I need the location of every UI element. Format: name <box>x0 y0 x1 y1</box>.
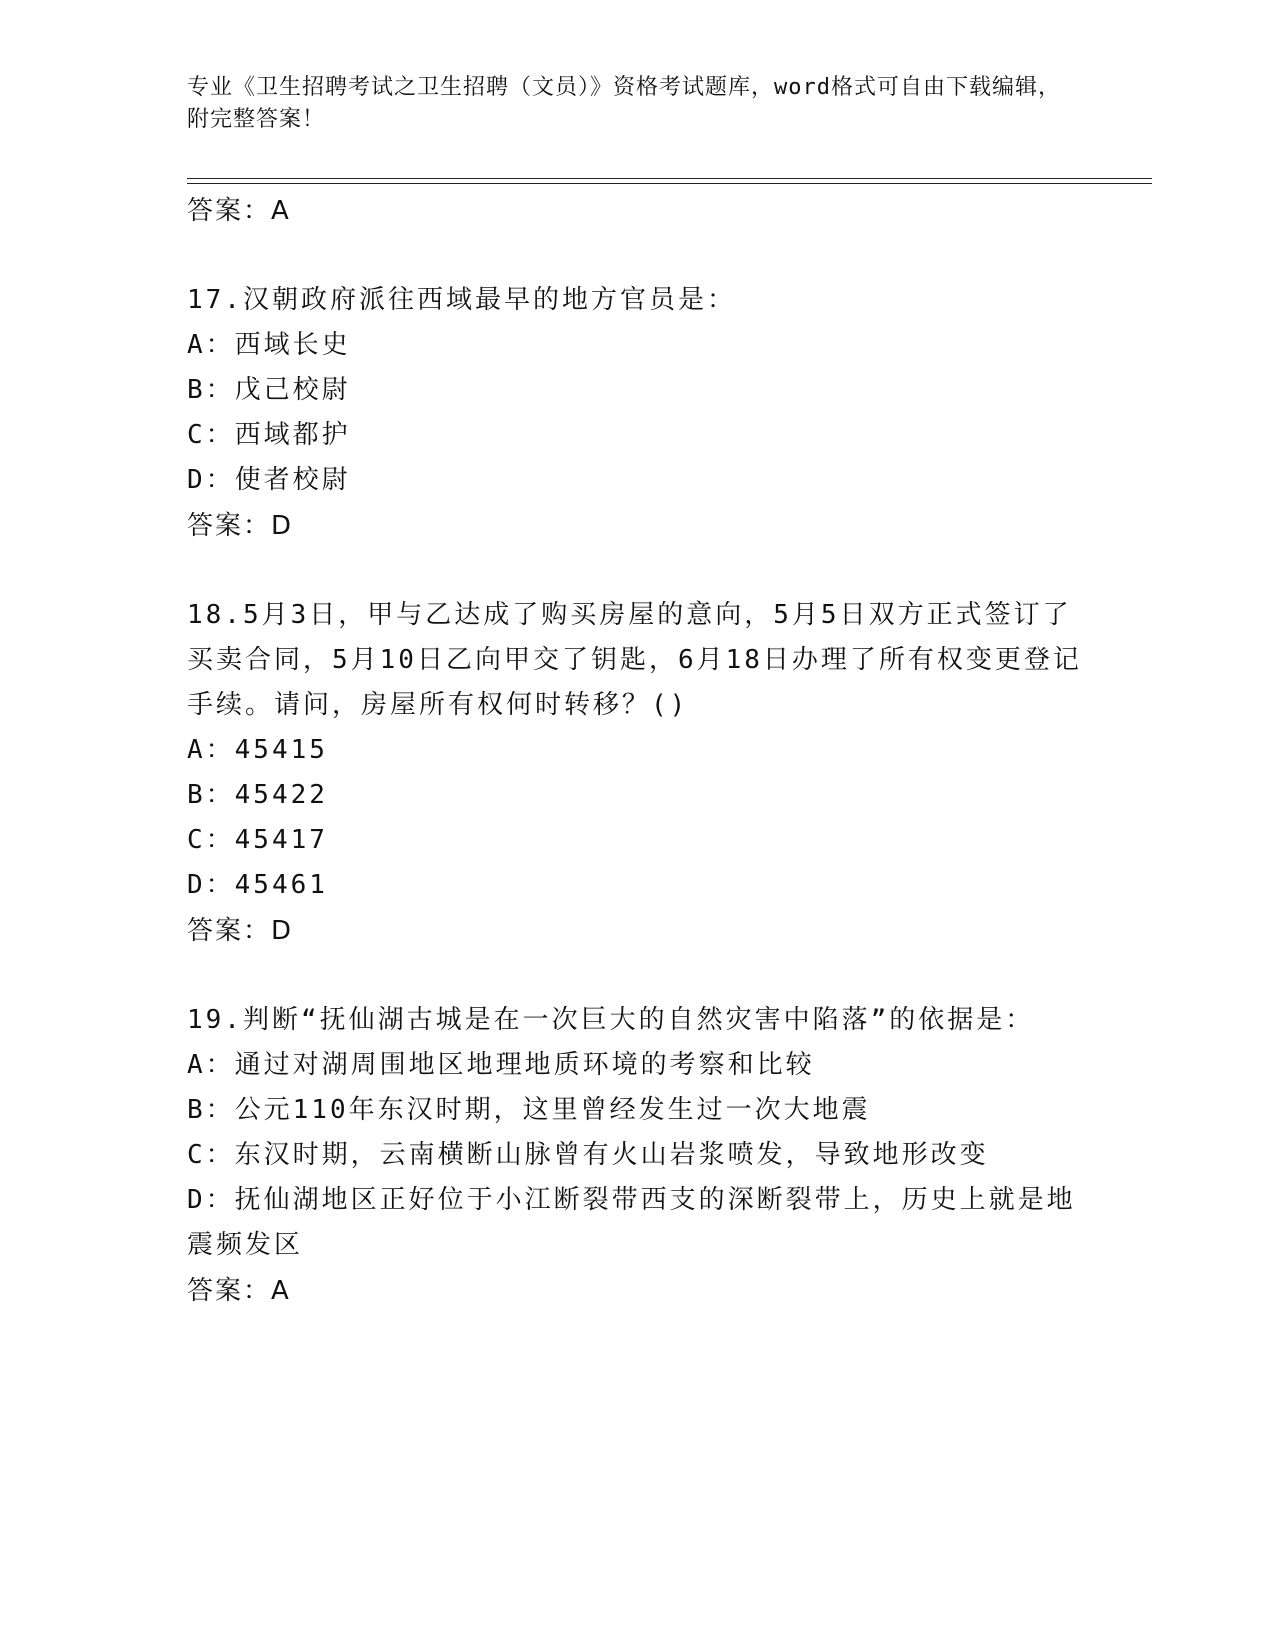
option-item <box>187 1088 1087 1133</box>
option-item <box>187 323 1087 368</box>
answer-line: 答案：D <box>187 511 294 541</box>
option-key: B： <box>187 375 235 405</box>
answer-line: 答案：D <box>187 916 294 946</box>
option-item <box>187 368 1087 413</box>
page-header: 专业《卫生招聘考试之卫生招聘（文员）》资格考试题库，word格式可自由下载编辑，附完整答案！ <box>187 75 1061 132</box>
option-item <box>187 458 1087 503</box>
option-text: 45422 <box>234 780 328 810</box>
option-key: D： <box>187 870 235 900</box>
option-item <box>187 773 1087 818</box>
option-key: C： <box>187 825 235 855</box>
option-item <box>187 1178 1087 1268</box>
question-text: 18.5月3日，甲与乙达成了购买房屋的意向，5月5日双方正式签订了买卖合同，5月10日乙向甲交了钥匙，6月18日办理了所有权变更登记手续。请问，房屋所有权何时转移？() <box>187 600 1082 720</box>
option-text: 45417 <box>234 825 328 855</box>
option-text: 公元110年东汉时期，这里曾经发生过一次大地震 <box>234 1095 871 1125</box>
option-item <box>187 818 1087 863</box>
answer-line: 答案：A <box>187 196 291 226</box>
question-text: 17.汉朝政府派往西域最早的地方官员是： <box>187 285 736 315</box>
option-text: 西域都护 <box>234 420 351 450</box>
option-item <box>187 1133 1087 1178</box>
header-divider <box>187 178 1152 184</box>
option-key: B： <box>187 1095 235 1125</box>
option-key: C： <box>187 1140 235 1170</box>
option-text: 戊己校尉 <box>234 375 351 405</box>
option-item <box>187 863 1087 908</box>
option-item <box>187 728 1087 773</box>
option-text: 西域长史 <box>234 330 351 360</box>
answer-line: 答案：A <box>187 1276 291 1306</box>
option-key: B： <box>187 780 235 810</box>
option-key: D： <box>187 1185 235 1215</box>
option-key: A： <box>187 1050 235 1080</box>
option-text: 45415 <box>234 735 328 765</box>
option-key: C： <box>187 420 235 450</box>
option-text: 东汉时期，云南横断山脉曾有火山岩浆喷发，导致地形改变 <box>234 1140 989 1170</box>
option-key: A： <box>187 330 235 360</box>
option-text: 使者校尉 <box>234 465 351 495</box>
option-item <box>187 413 1087 458</box>
option-text: 45461 <box>234 870 328 900</box>
question-text: 19.判断“抚仙湖古城是在一次巨大的自然灾害中陷落”的依据是： <box>187 1005 1035 1035</box>
option-item <box>187 1043 1087 1088</box>
option-key: D： <box>187 465 235 495</box>
option-key: A： <box>187 735 235 765</box>
option-text: 通过对湖周围地区地理地质环境的考察和比较 <box>234 1050 815 1080</box>
option-text: 抚仙湖地区正好位于小江断裂带西支的深断裂带上，历史上就是地震频发区 <box>187 1185 1076 1260</box>
question-list <box>187 188 1087 1314</box>
